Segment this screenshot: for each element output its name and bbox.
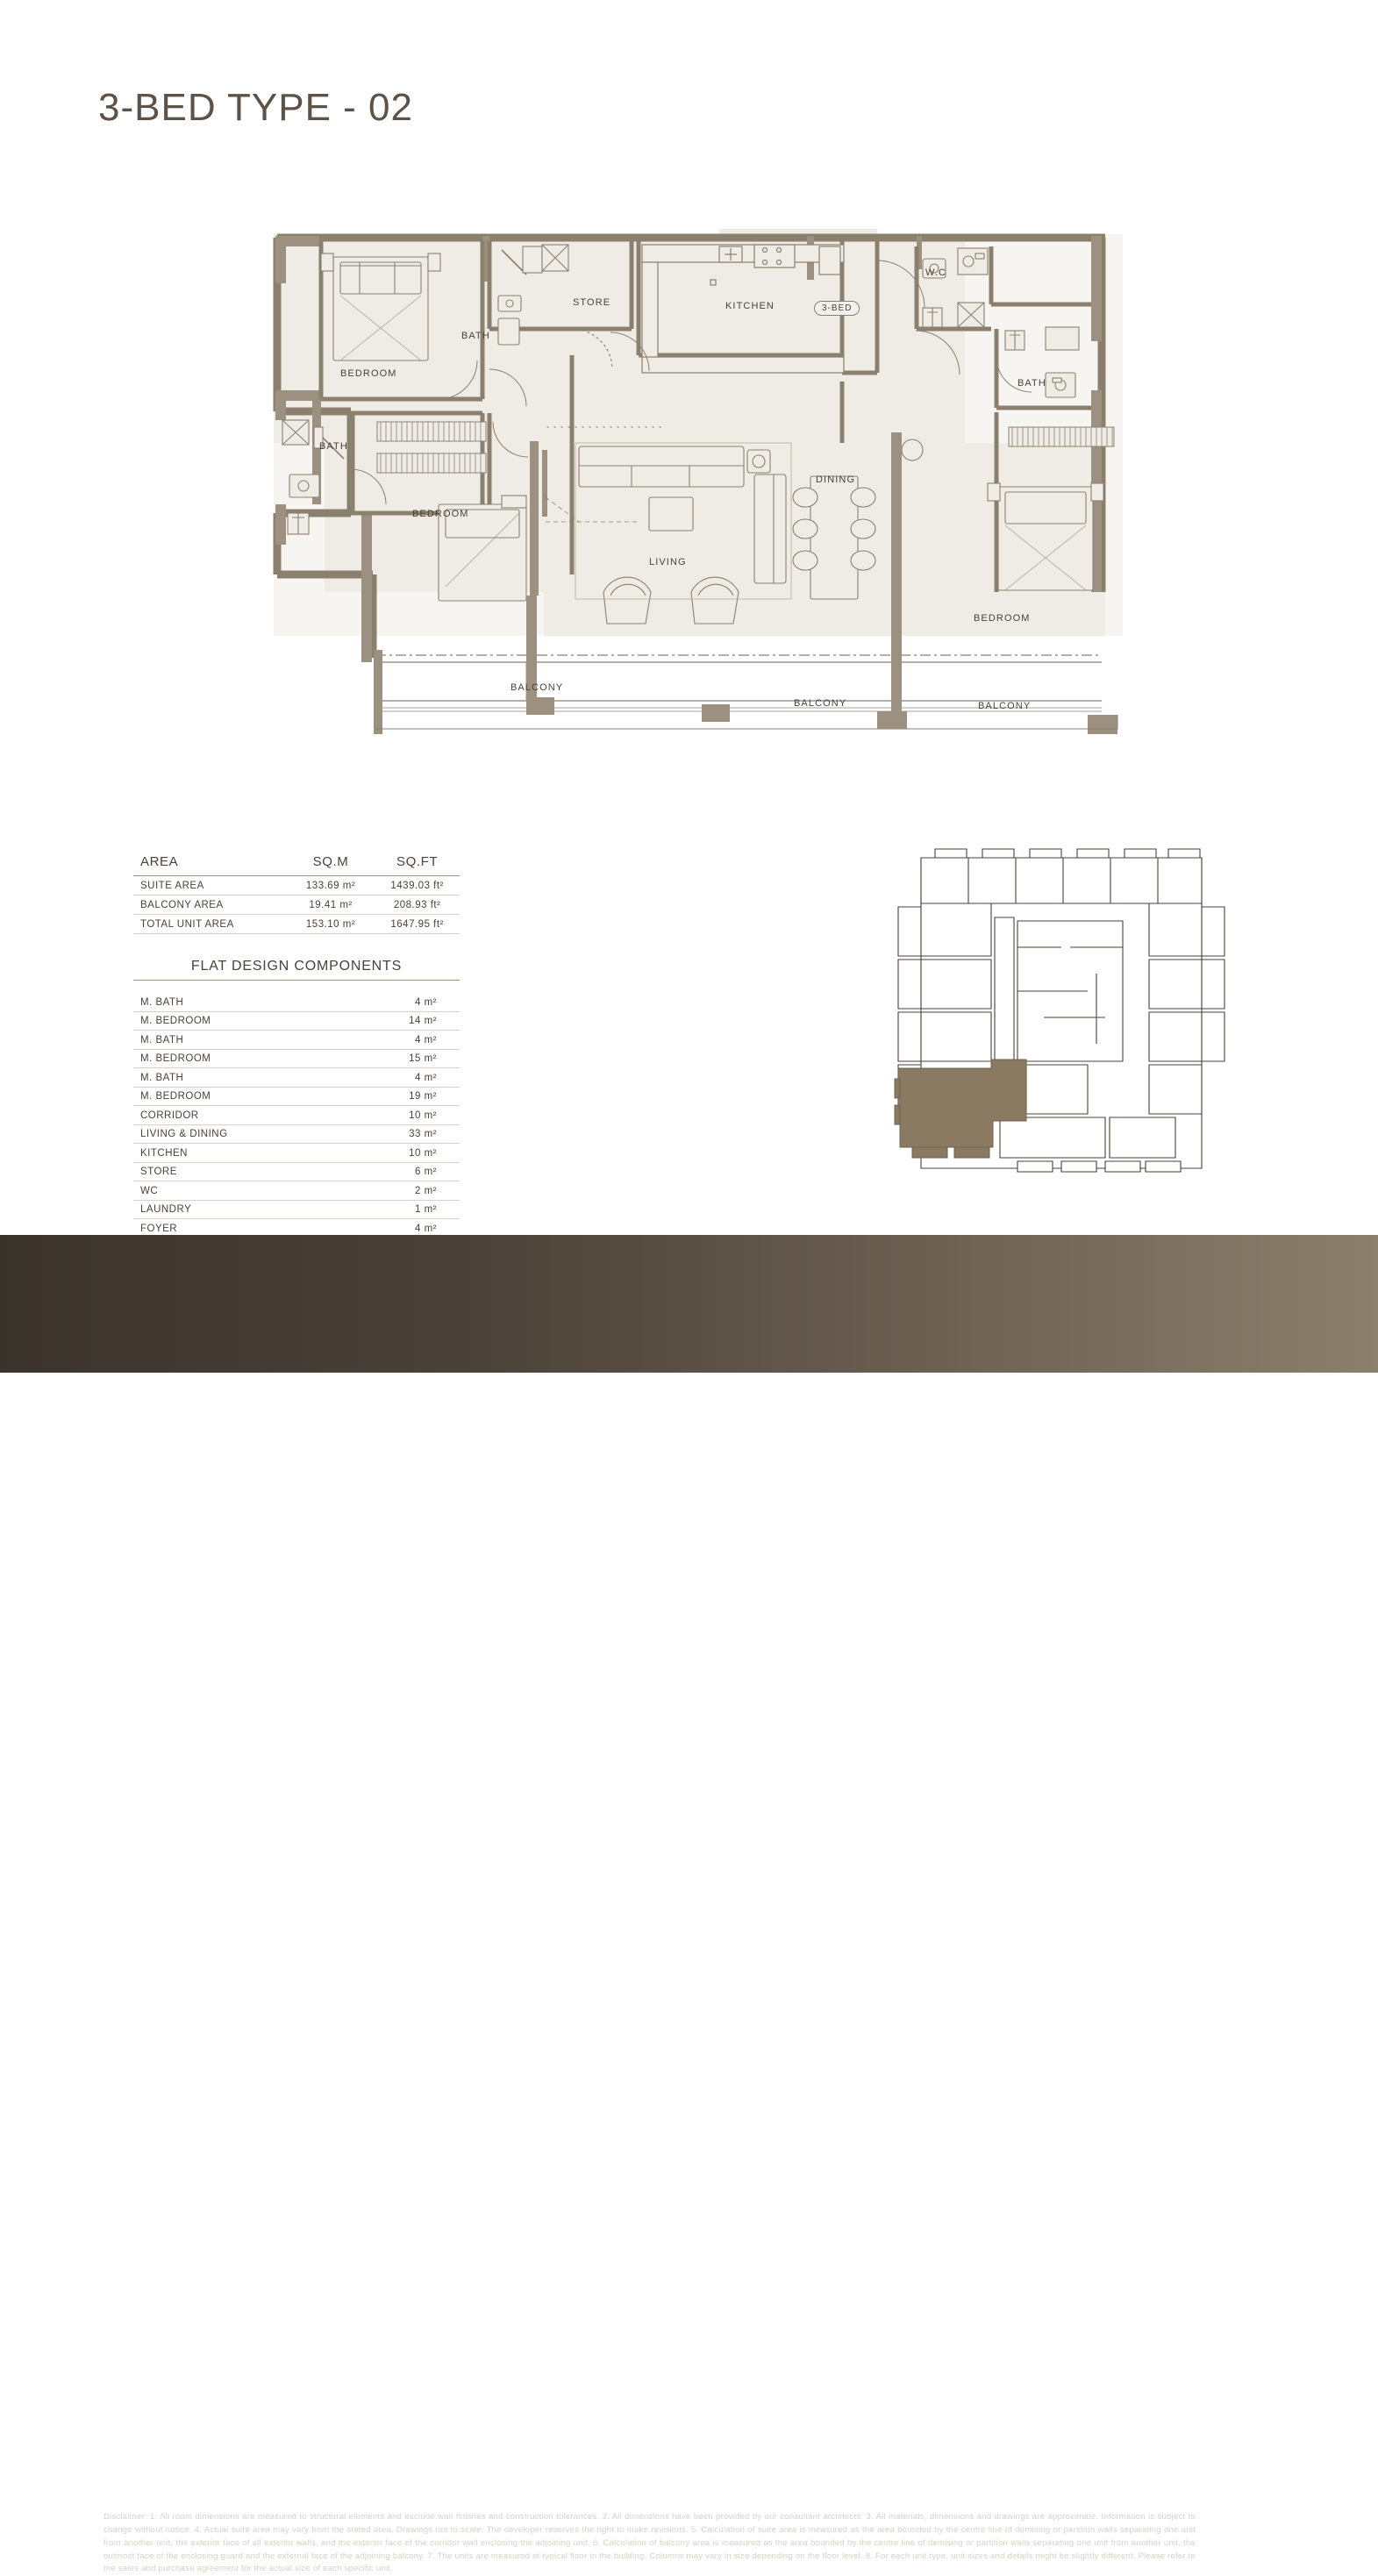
list-item — [133, 1162, 460, 1181]
area-row-sqft: 1647.95 ft² — [375, 915, 460, 934]
list-item — [133, 1200, 460, 1219]
list-item — [133, 993, 460, 1011]
list-item — [133, 1106, 460, 1125]
room-label: BALCONY — [794, 698, 847, 709]
table-row — [133, 896, 460, 915]
component-name: M. BATH — [133, 1068, 346, 1088]
floorplan-drawing — [263, 224, 1123, 763]
list-item — [133, 1011, 460, 1031]
component-name: WC — [133, 1181, 346, 1201]
component-name: M. BEDROOM — [133, 1087, 346, 1106]
component-value: 4 m² — [346, 1219, 460, 1238]
component-value: 10 m² — [346, 1106, 460, 1125]
room-label: BALCONY — [978, 701, 1032, 711]
room-label: BALCONY — [511, 682, 564, 693]
component-name: STORE — [133, 1162, 346, 1181]
area-row-sqm: 19.41 m² — [287, 896, 375, 915]
component-name: M. BEDROOM — [133, 1011, 346, 1031]
component-name: LAUNDRY — [133, 1200, 346, 1219]
component-value: 15 m² — [346, 1049, 460, 1068]
room-label: BEDROOM — [412, 509, 469, 519]
page-title: 3-BED TYPE - 02 — [98, 86, 413, 129]
room-label: DINING — [816, 475, 856, 485]
area-row-name: SUITE AREA — [133, 876, 287, 896]
list-item — [133, 1049, 460, 1068]
list-item — [133, 1181, 460, 1201]
area-header-sqft: SQ.FT — [396, 854, 439, 869]
room-label: BEDROOM — [340, 368, 397, 379]
disclaimer-text: Disclaimer: 1. All room dimensions are measured to structural elements and exclude wall finishes and construction tolerances. 2. All dimensions have been provided by our consultant architects. 3. All materials, dimensions and drawings are approximate. Information is subject to change without notice. 4. Actual suite area may vary from the stated area. Drawings not to scale. The developer reserves the right to make revisions. 5. Calculation of suite area is measured as the area bounded by the centre line of demising or partition walls separating one unit from another unit, the exterior face of all exterior walls, and the exterior face of the corridor wall enclosing the adjoining unit. 6. Calculation of balcony area is measured as the area bounded by the centre line of demising or partition walls separating one unit from another unit, the outmost face of the enclosing guard and the external face of the adjoining balcony. 7. The units are measured at typical floor in the building. Columns may vary in size depending on the floor level. 8. For each unit type, unit sizes and details might be slightly different. Please refer to the sales and purchase agreement for the actual size of each specific unit. — [104, 2512, 1196, 2574]
components-title: FLAT DESIGN COMPONENTS — [133, 959, 460, 981]
room-label: BATH — [1017, 378, 1046, 389]
component-value: 2 m² — [346, 1181, 460, 1201]
room-label: KITCHEN — [725, 301, 775, 311]
area-row-sqft: 1439.03 ft² — [375, 876, 460, 896]
room-label: BEDROOM — [974, 613, 1031, 624]
component-value: 4 m² — [346, 993, 460, 1011]
room-label: W.C — [925, 268, 947, 278]
component-name: M. BATH — [133, 1031, 346, 1050]
component-value: 33 m² — [346, 1124, 460, 1144]
room-label: BATH — [319, 441, 348, 452]
table-row — [133, 876, 460, 896]
room-label: BATH — [461, 331, 490, 341]
component-value: 4 m² — [346, 1068, 460, 1088]
component-value: 4 m² — [346, 1031, 460, 1050]
footer-bar — [0, 1235, 1378, 2574]
component-name: LIVING & DINING — [133, 1124, 346, 1144]
list-item — [133, 1068, 460, 1088]
components-table — [133, 993, 460, 1238]
component-name: CORRIDOR — [133, 1106, 346, 1125]
area-header-sqm: SQ.M — [312, 854, 349, 869]
list-item — [133, 1031, 460, 1050]
area-row-name: BALCONY AREA — [133, 896, 287, 915]
component-value: 1 m² — [346, 1200, 460, 1219]
area-row-name: TOTAL UNIT AREA — [133, 915, 287, 934]
area-row-sqft: 208.93 ft² — [375, 896, 460, 915]
component-value: 10 m² — [346, 1144, 460, 1163]
component-value: 19 m² — [346, 1087, 460, 1106]
component-value: 14 m² — [346, 1011, 460, 1031]
area-table-header — [133, 853, 460, 876]
component-value: 6 m² — [346, 1162, 460, 1181]
list-item — [133, 1087, 460, 1106]
room-label: STORE — [573, 297, 611, 308]
key-plan — [886, 842, 1237, 1184]
unit-type-badge: 3-BED — [814, 301, 860, 316]
component-name: M. BEDROOM — [133, 1049, 346, 1068]
list-item — [133, 1144, 460, 1163]
table-row — [133, 915, 460, 934]
area-row-sqm: 133.69 m² — [287, 876, 375, 896]
list-item — [133, 1124, 460, 1144]
room-label: LIVING — [649, 557, 687, 567]
area-row-sqm: 153.10 m² — [287, 915, 375, 934]
component-name: KITCHEN — [133, 1144, 346, 1163]
area-table — [133, 853, 460, 934]
area-header-area: AREA — [140, 854, 179, 869]
component-name: M. BATH — [133, 993, 346, 1011]
component-name: FOYER — [133, 1219, 346, 1238]
